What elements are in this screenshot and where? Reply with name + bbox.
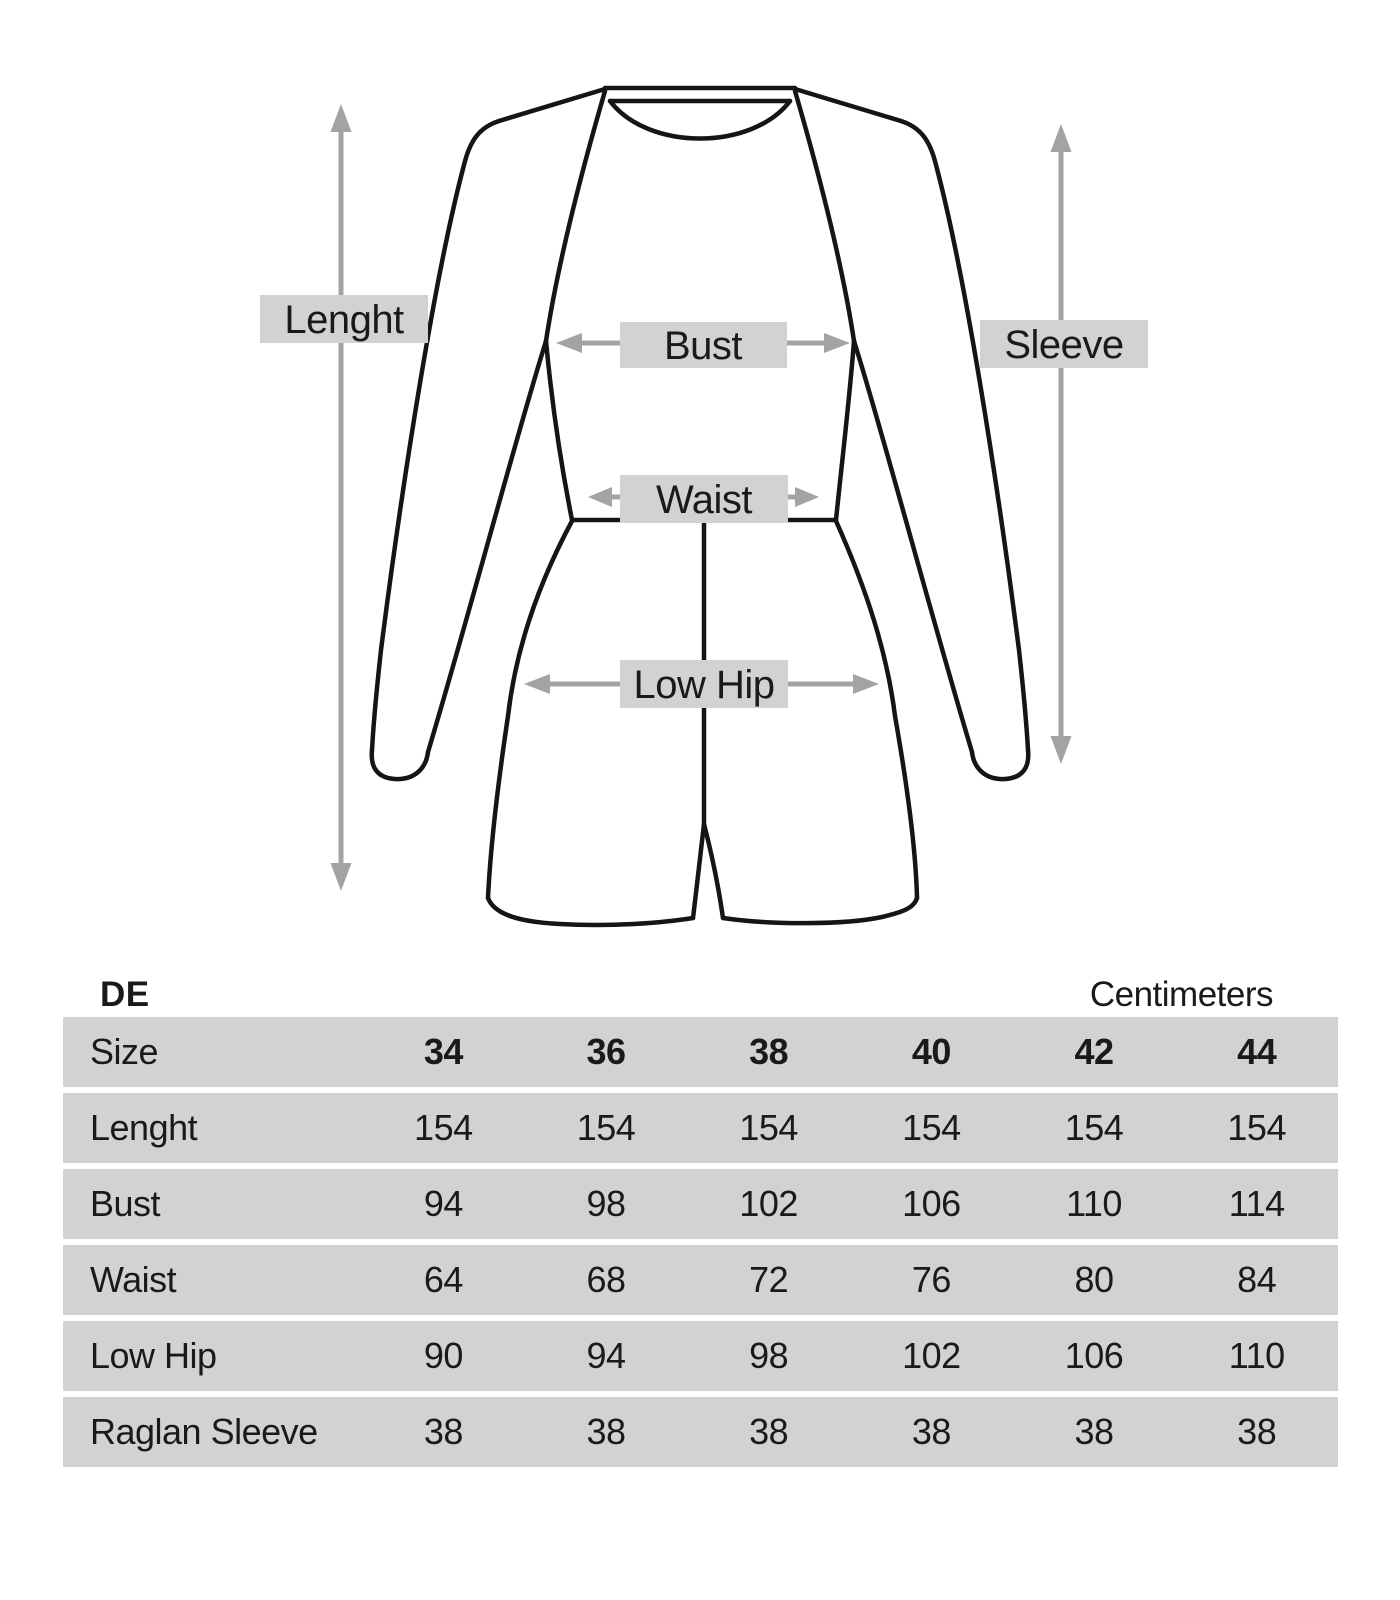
value-cell: 38 [1237, 1411, 1277, 1452]
value-cell: 38 [911, 1411, 951, 1452]
value-cell: 90 [423, 1335, 463, 1376]
value-cell: 94 [586, 1335, 626, 1376]
row-label: Waist [90, 1259, 177, 1300]
size-cell: 40 [911, 1031, 951, 1072]
value-cell: 154 [902, 1107, 961, 1148]
length-label-text: Lenght [284, 298, 404, 342]
value-cell: 98 [586, 1183, 626, 1224]
size-header-row [63, 1017, 1338, 1087]
table-header [100, 966, 1273, 1012]
value-cell: 38 [423, 1411, 463, 1452]
table-row-raglan-sleeve [63, 1397, 1338, 1467]
value-cell: 64 [423, 1259, 463, 1300]
neck-scoop [610, 101, 790, 139]
value-cell: 154 [1064, 1107, 1124, 1148]
sleeve-outer-right [901, 121, 1028, 750]
value-cell: 154 [1227, 1107, 1286, 1148]
value-cell: 98 [749, 1335, 789, 1376]
raglan-seam-right [795, 91, 854, 341]
hem-left [488, 898, 693, 925]
shorts-side-right [836, 521, 917, 898]
value-cell: 106 [1064, 1335, 1124, 1376]
value-cell: 154 [576, 1107, 636, 1148]
raglan-seam-left [546, 91, 605, 341]
length-arrow-icon [331, 104, 352, 891]
sleeve-label-text: Sleeve [1004, 323, 1124, 367]
table-row-bust [63, 1169, 1338, 1239]
size-table [63, 1017, 1338, 1473]
waist-label-text: Waist [655, 478, 753, 522]
value-cell: 154 [414, 1107, 473, 1148]
region-label: DE [100, 975, 150, 1014]
value-cell: 154 [739, 1107, 798, 1148]
size-cell: 44 [1237, 1031, 1277, 1072]
row-label: Lenght [90, 1107, 198, 1148]
unit-label: Centimeters [1089, 975, 1273, 1014]
shorts-side-left [488, 521, 572, 898]
value-cell: 72 [749, 1259, 789, 1300]
size-cell: 36 [586, 1031, 626, 1072]
value-cell: 80 [1074, 1259, 1114, 1300]
value-cell: 38 [1074, 1411, 1114, 1452]
leg-slit-right [704, 824, 723, 918]
table-row-length [63, 1093, 1338, 1163]
length-label [260, 295, 428, 343]
value-cell: 102 [739, 1183, 798, 1224]
table-row-low-hip [63, 1321, 1338, 1391]
value-cell: 76 [911, 1259, 951, 1300]
value-cell: 84 [1237, 1259, 1277, 1300]
value-cell: 38 [749, 1411, 789, 1452]
cuff-right [972, 750, 1028, 779]
sleeve-outer-left [372, 121, 499, 750]
cuff-left [372, 750, 428, 779]
body-side-left [546, 341, 572, 520]
size-cell: 38 [749, 1031, 789, 1072]
row-label: Size [90, 1031, 159, 1072]
leg-slit-left [693, 824, 704, 918]
bust-label-text: Bust [663, 324, 743, 368]
value-cell: 114 [1228, 1183, 1285, 1224]
body-side-right [836, 341, 854, 520]
bust-label [620, 322, 787, 368]
value-cell: 110 [1066, 1183, 1122, 1224]
row-label: Bust [90, 1183, 161, 1224]
hem-right [723, 898, 917, 923]
sleeve-label [980, 320, 1148, 368]
value-cell: 68 [586, 1259, 626, 1300]
shoulder-left [499, 89, 605, 121]
value-cell: 106 [902, 1183, 961, 1224]
low-hip-label [620, 660, 788, 708]
low-hip-label-text: Low Hip [633, 663, 775, 707]
sleeve-inner-left [428, 341, 546, 752]
sleeve-arrow-icon [1051, 124, 1072, 764]
size-cell: 34 [423, 1031, 463, 1072]
row-label: Raglan Sleeve [90, 1411, 318, 1452]
table-row-waist [63, 1245, 1338, 1315]
value-cell: 110 [1228, 1335, 1285, 1376]
sleeve-inner-right [854, 341, 972, 752]
value-cell: 94 [423, 1183, 463, 1224]
value-cell: 38 [586, 1411, 626, 1452]
size-cell: 42 [1074, 1031, 1114, 1072]
value-cell: 102 [902, 1335, 961, 1376]
waist-label [620, 475, 788, 523]
row-label: Low Hip [90, 1335, 217, 1376]
shoulder-right [795, 89, 901, 121]
